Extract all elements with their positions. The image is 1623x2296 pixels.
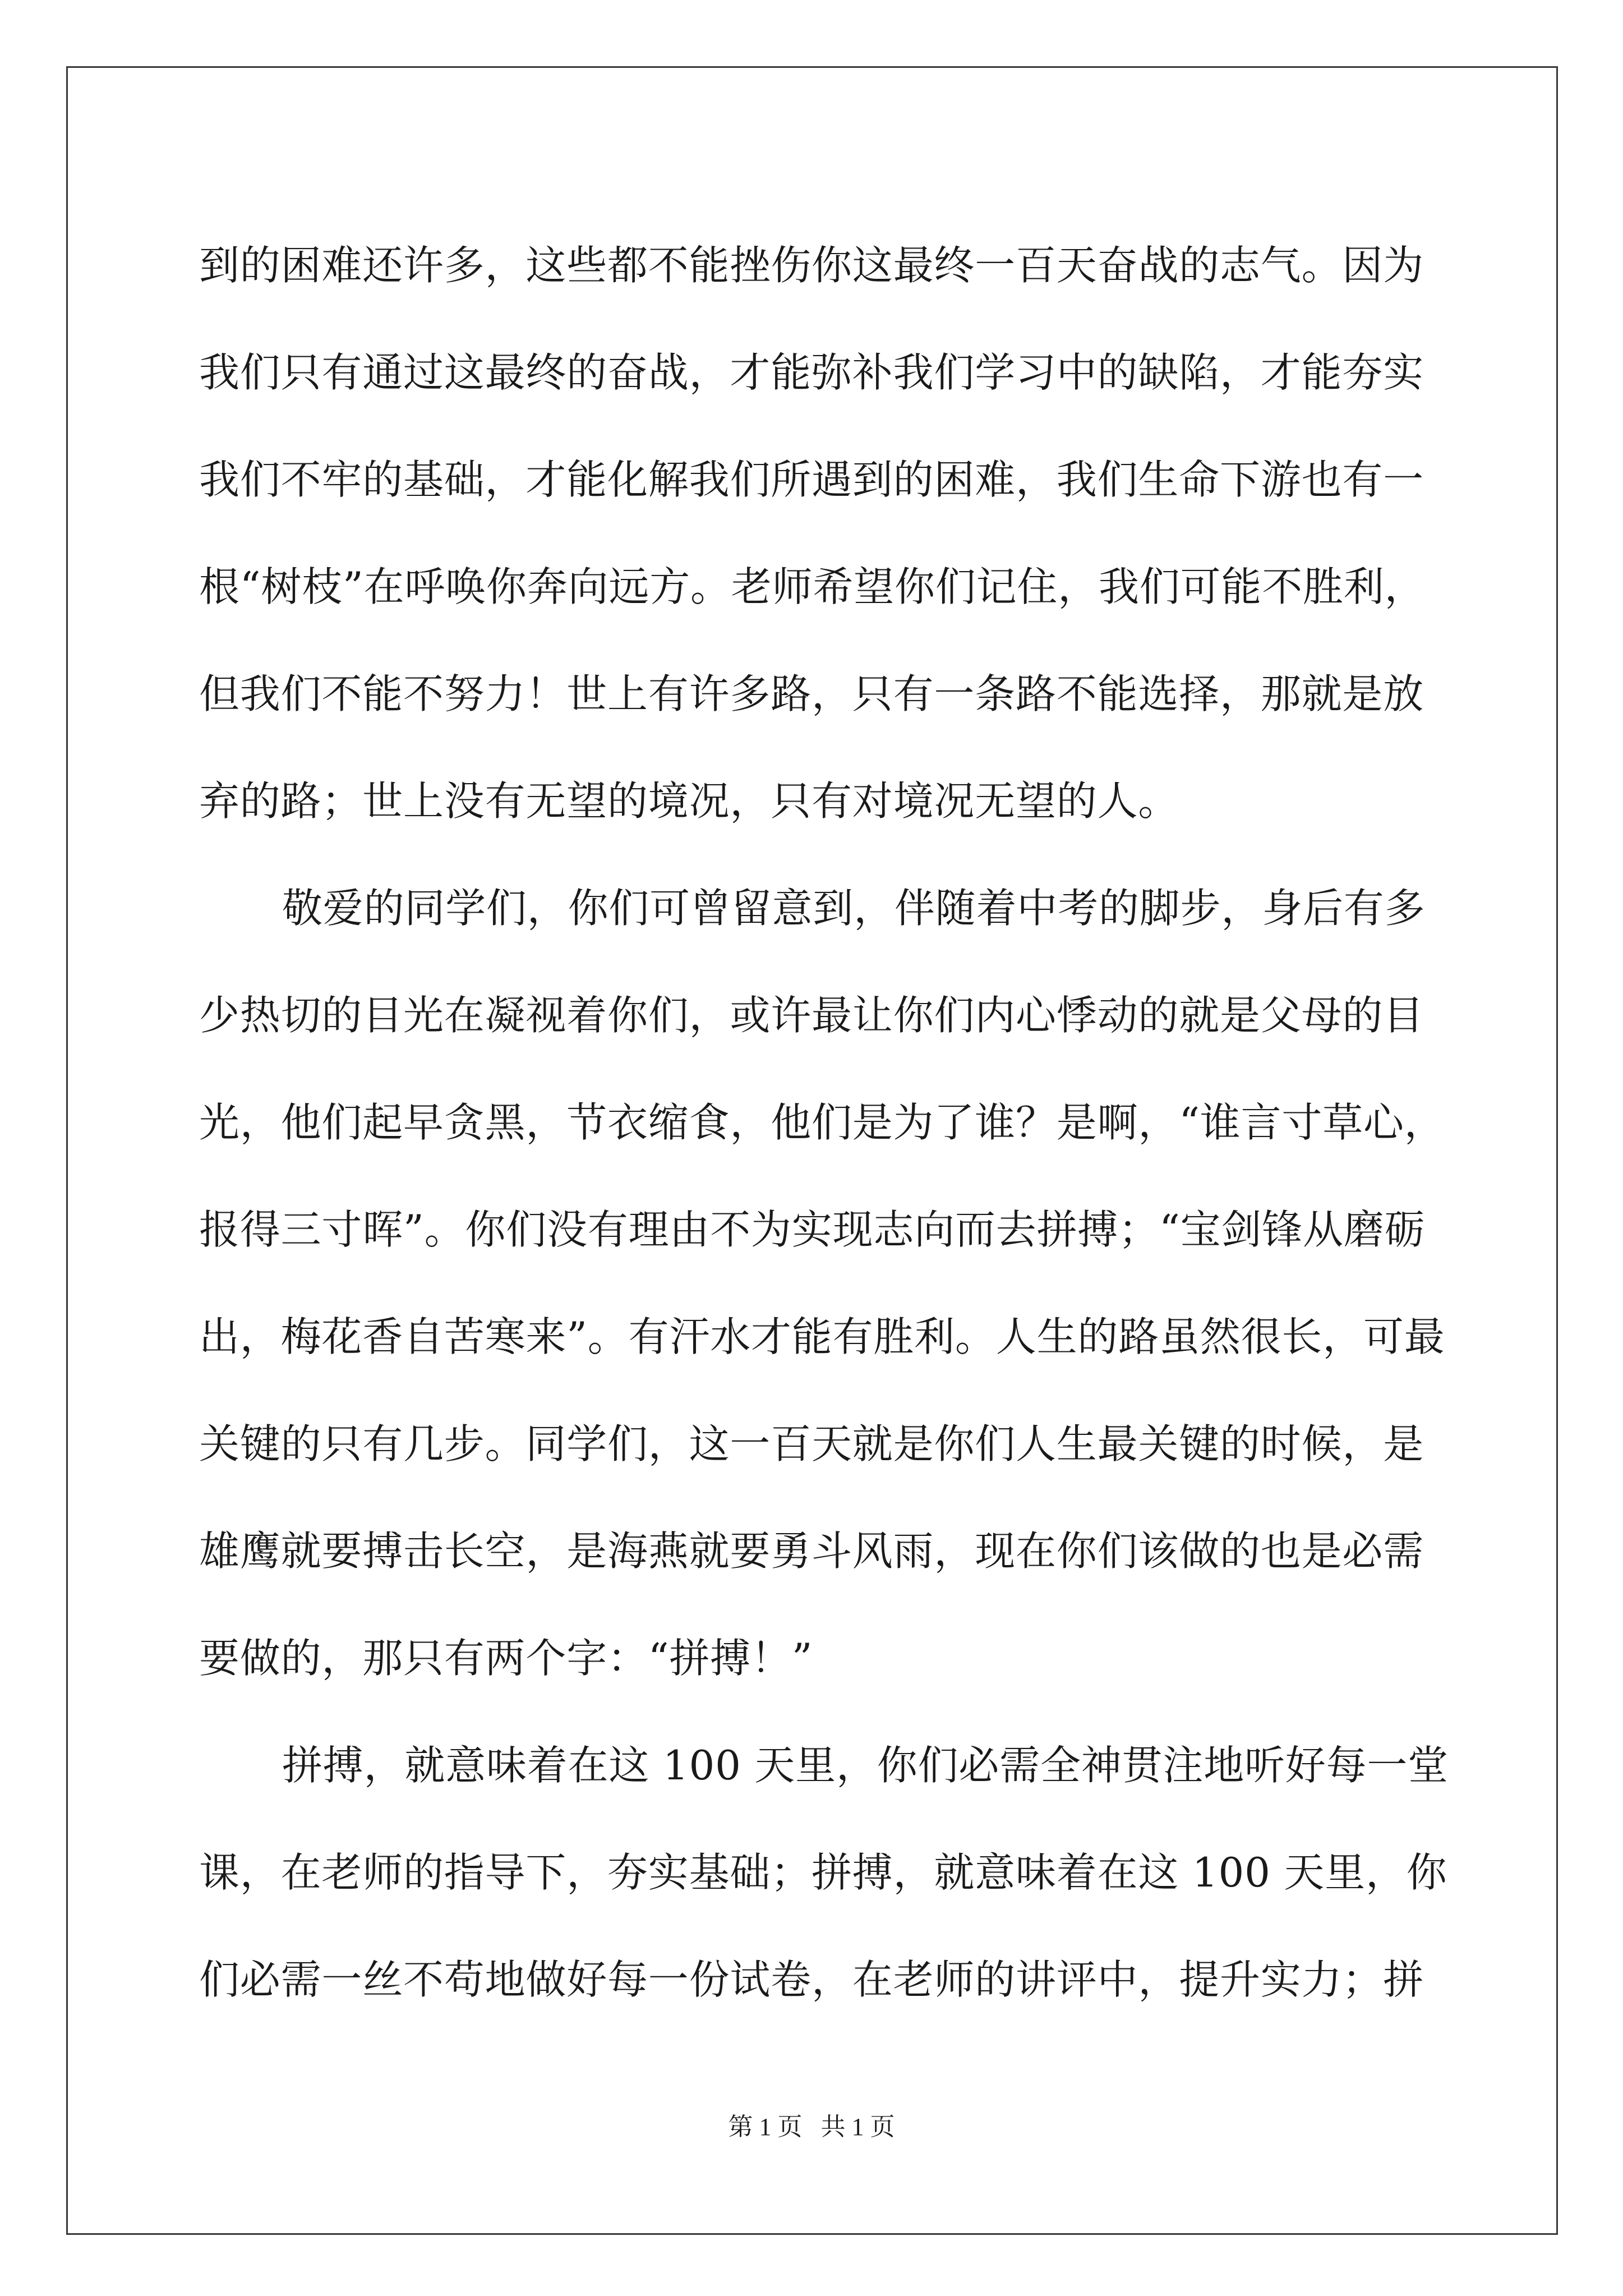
text-line: 我们不牢的基础，才能化解我们所遇到的困难，我们生命下游也有一 [199, 456, 1424, 503]
document-body [199, 212, 1449, 2033]
text-line: 光，他们起早贪黑，节衣缩食，他们是为了谁？是啊，“谁言寸草心， [199, 1099, 1445, 1146]
paragraph-first-line: 敬爱的同学们，你们可曾留意到，伴随着中考的脚步，身后有多 [282, 885, 1426, 932]
text-line: 根“树枝”在呼唤你奔向远方。老师希望你们记住，我们可能不胜利， [199, 563, 1426, 610]
text-line: 报得三寸晖”。你们没有理由不为实现志向而去拼搏；“宝剑锋从磨砺 [199, 1206, 1426, 1253]
text-line: 出，梅花香自苦寒来”。有汗水才能有胜利。人生的路虽然很长，可最 [199, 1313, 1445, 1360]
text-line: 我们只有通过这最终的奋战，才能弥补我们学习中的缺陷，才能夯实 [199, 349, 1424, 396]
text-line: 关键的只有几步。同学们，这一百天就是你们人生最关键的时候，是 [199, 1420, 1424, 1467]
paragraph-first-line: 拼搏，就意味着在这 100 天里，你们必需全神贯注地听好每一堂 [282, 1742, 1449, 1789]
text-line: 少热切的目光在凝视着你们，或许最让你们内心悸动的就是父母的目 [199, 992, 1424, 1039]
text-line: 们必需一丝不苟地做好每一份试卷，在老师的讲评中，提升实力；拼 [199, 1956, 1424, 2003]
text-line: 雄鹰就要搏击长空，是海燕就要勇斗风雨，现在你们该做的也是必需 [199, 1527, 1424, 1575]
text-line: 弃的路；世上没有无望的境况，只有对境况无望的人。 [199, 777, 1179, 825]
text-line: 但我们不能不努力！世上有许多路，只有一条路不能选择，那就是放 [199, 670, 1424, 717]
text-line: 到的困难还许多，这些都不能挫伤你这最终一百天奋战的志气。因为 [199, 242, 1424, 289]
page-number: 第 1 页 共 1 页 [728, 2113, 895, 2141]
text-line: 课，在老师的指导下，夯实基础；拼搏，就意味着在这 100 天里，你 [199, 1849, 1447, 1896]
text-line: 要做的，那只有两个字：“拼搏！” [199, 1635, 813, 1682]
